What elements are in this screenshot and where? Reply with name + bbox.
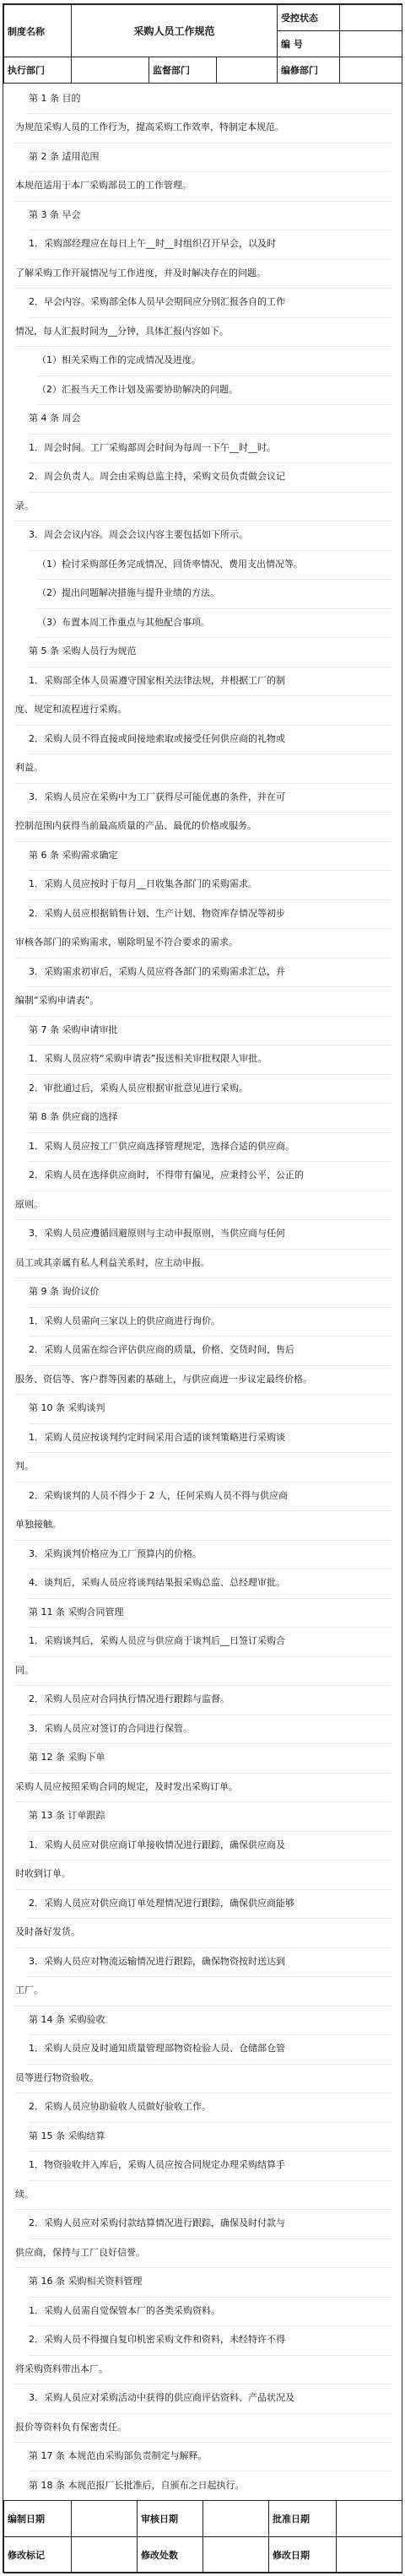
body-line: 3．采购需求初审后，采购人员应将各部门的采购需求汇总，并 — [29, 958, 392, 987]
body-line: 编制“采购申请表”。 — [15, 986, 392, 1016]
body-line: 续。 — [15, 2180, 392, 2210]
review-date-label: 审核日期 — [138, 2501, 203, 2537]
footer-table — [3, 2500, 402, 2573]
control-status-label: 受控状态 — [278, 5, 340, 31]
header-table — [3, 4, 402, 84]
body-line: 2．采购人员应对合同执行情况进行跟踪与监督。 — [29, 1685, 392, 1715]
body-line: 原则。 — [15, 1191, 392, 1220]
body-line: 2．早会内容。采购部全体人员早会期间应分别汇报各自的工作 — [29, 288, 392, 317]
body-line: 单独接触。 — [15, 1510, 392, 1540]
review-date-value — [203, 2501, 269, 2537]
body-line: 时收到订单。 — [15, 1860, 392, 1889]
body-line: 采购人员应按照采购合同的规定，及时发出采购订单。 — [15, 1773, 392, 1802]
body-line: 1．采购人员应按时于每月__日收集各部门的采购需求。 — [29, 870, 392, 899]
body-line: 第 13 条 订单跟踪 — [29, 1801, 392, 1831]
body-line: 3．采购人员应遵循回避原则与主动申报原则，当供应商与任何 — [29, 1219, 392, 1249]
body-line: （1）检讨采购部任务完成情况、回货率情况、费用支出情况等。 — [37, 550, 392, 580]
body-line: 报价等资料负有保密责任。 — [15, 2413, 392, 2443]
body-line: 第 17 条 本规范由采购部负责制定与解释。 — [29, 2442, 392, 2471]
body-line: 第 10 条 采购谈判 — [29, 1394, 392, 1423]
body-line: 录。 — [15, 492, 392, 521]
body-line: 3．采购人员应对签订的合同进行保管。 — [29, 1715, 392, 1744]
body-line: 2．周会负责人。周会由采购总监主持，采购文员负责做会议记 — [29, 462, 392, 492]
body-line: 了解采购工作开展情况与工作进度，并及时解决存在的问题。 — [15, 259, 392, 289]
body-line: 情况，每人汇报时间为__分钟，具体汇报内容如下。 — [15, 317, 392, 347]
body-line: 2．采购人员应根据销售计划、生产计划、物资库存情况等初步 — [29, 899, 392, 929]
body-line: 及时备好发货。 — [15, 1918, 392, 1947]
number-value — [340, 31, 402, 57]
body-line: 1．采购人员应将“采购申请表”报送相关审批权限人审批。 — [29, 1045, 392, 1074]
body-line: 控制范围内获得当前最高质量的产品、最优的价格或服务。 — [15, 812, 392, 841]
body-line: 1．采购谈判后，采购人员应与供应商于谈判后__日签订采购合 — [29, 1627, 392, 1656]
body-line: （2）提出问题解决措施与提升业绩的方法。 — [37, 579, 392, 608]
prepare-date-value — [72, 2501, 138, 2537]
body-line: 第 8 条 供应商的选择 — [29, 1103, 392, 1132]
revision-date-value — [337, 2537, 402, 2573]
exec-dept-label: 执行部门 — [4, 57, 72, 84]
body-line: 4．谈判后，采购人员应将谈判结果报采购总监、总经理审批。 — [29, 1569, 392, 1598]
body-line: 第 15 条 采购结算 — [29, 2122, 392, 2152]
body-line: 第 12 条 采购下单 — [29, 1743, 392, 1773]
body-line: 第 16 条 采购相关资料管理 — [29, 2267, 392, 2297]
revision-count-label: 修改处数 — [138, 2537, 203, 2573]
body-line: 度、规定和流程进行采购。 — [15, 695, 392, 725]
revision-mark-label: 修改标记 — [4, 2537, 72, 2573]
edit-dept-value — [340, 57, 402, 84]
revision-mark-value — [72, 2537, 138, 2573]
document-body — [3, 84, 402, 2501]
body-line: 工厂。 — [15, 1976, 392, 2006]
body-line: （2）汇报当天工作计划及需要协助解决的问题。 — [37, 375, 392, 405]
body-line: 3．采购人员应对物流运输情况进行跟踪，确保物资按时送达到 — [29, 1947, 392, 1977]
control-status-value — [340, 5, 402, 31]
body-line: 2．审批通过后，采购人员应根据审批意见进行采购。 — [29, 1074, 392, 1104]
revision-count-value — [203, 2537, 269, 2573]
revision-date-label: 修改日期 — [269, 2537, 337, 2573]
number-label: 编 号 — [278, 31, 340, 57]
body-line: 1．采购人员应对供应商订单接收情况进行跟踪，确保供应商及 — [29, 1831, 392, 1860]
body-line: 同。 — [15, 1656, 392, 1686]
body-line: 为规范采购人员的工作行为，提高采购工作效率，特制定本规范。 — [15, 113, 392, 143]
body-line: 2．采购人员不得直接或间接地索取或接受任何供应商的礼物或 — [29, 725, 392, 754]
body-line: 2．采购人员需在综合评估供应商的质量、价格、交货时间，售后 — [29, 1336, 392, 1365]
body-line: 员工或其亲属有私人利益关系时，应主动申报。 — [15, 1249, 392, 1278]
body-line: 2．采购人员应协助验收人员做好验收工作。 — [29, 2093, 392, 2122]
body-line: 1．采购人员应及时通知质量管理部物资检验人员、仓储部仓管 — [29, 2034, 392, 2064]
body-line: 2．采购人员应对采购付款结算情况进行跟踪，确保及时付款与 — [29, 2209, 392, 2238]
body-line: 1．采购部经理应在每日上午__时__时组织召开早会，以及时 — [29, 230, 392, 259]
body-line: 3．周会会议内容。周会会议内容主要包括如下所示。 — [29, 521, 392, 550]
body-line: 1．采购人员应按谈判约定时间采用合适的谈判策略进行采购谈 — [29, 1423, 392, 1453]
supervise-dept-value — [217, 57, 278, 84]
exec-dept-value — [72, 57, 149, 84]
body-line: 第 3 条 早会 — [29, 201, 392, 230]
body-line: 将采购资料带出本厂。 — [15, 2355, 392, 2384]
body-line: 员等进行物资验收。 — [15, 2064, 392, 2093]
supervise-dept-label: 监督部门 — [149, 57, 217, 84]
body-line: 1．采购人员应按工厂供应商选择管理规定，选择合适的供应商。 — [29, 1132, 392, 1162]
body-line: 服务、资信等、客户群等因素的基础上，与供应商进一步议定最终价格。 — [15, 1365, 392, 1395]
prepare-date-label: 编制日期 — [4, 2501, 72, 2537]
body-line: 1．采购人员需自觉保管本厂的各类采购资料。 — [29, 2297, 392, 2326]
body-line: 3．采购谈判价格应为工厂预算内的价格。 — [29, 1540, 392, 1569]
body-line: （3）布置本周工作重点与其他配合事项。 — [37, 608, 392, 638]
body-line: 本规范适用于本厂采购部员工的工作管理。 — [15, 171, 392, 201]
body-line: 2．采购人员应对供应商订单处理情况进行跟踪，确保供应商能够 — [29, 1889, 392, 1919]
body-line: 第 4 条 周会 — [29, 404, 392, 434]
body-line: 1．周会时间。工厂采购部周会时间为每周一下午__时__时。 — [29, 434, 392, 463]
body-line: 第 14 条 采购验收 — [29, 2006, 392, 2035]
body-line: 第 2 条 适用范围 — [29, 143, 392, 172]
body-line: 利益。 — [15, 753, 392, 783]
body-line: 2．采购谈判的人员不得少于 2 人，任何采购人员不得与供应商 — [29, 1482, 392, 1511]
body-line: 1．采购人员需向三家以上的供应商进行询价。 — [29, 1307, 392, 1337]
body-line: 第 6 条 采购需求确定 — [29, 841, 392, 871]
body-line: 3．采购人员应在采购中为工厂获得尽可能优惠的条件，并在可 — [29, 783, 392, 813]
body-line: 第 11 条 采购合同管理 — [29, 1598, 392, 1628]
body-line: 第 1 条 目的 — [29, 84, 392, 114]
document-page — [3, 3, 402, 2573]
system-name-label: 制度名称 — [4, 5, 72, 57]
body-line: 3．采购人员应对采购活动中获得的供应商评估资料、产品状况及 — [29, 2384, 392, 2413]
edit-dept-label: 编修部门 — [278, 57, 340, 84]
body-line: 第 18 条 本规范报厂长批准后，自颁布之日起执行。 — [29, 2471, 392, 2501]
approve-date-value — [337, 2501, 402, 2537]
body-line: 第 7 条 采购申请审批 — [29, 1016, 392, 1045]
body-line: 第 9 条 询价议价 — [29, 1277, 392, 1307]
body-line: 2．采购人员不得擅自复印机密采购文件和资料，未经特许不得 — [29, 2325, 392, 2355]
body-line: 1．采购部全体人员需遵守国家相关法律法规，并根据工厂的制 — [29, 667, 392, 696]
body-line: 判。 — [15, 1452, 392, 1482]
document-title: 采购人员工作规范 — [72, 5, 278, 57]
body-line: 审核各部门的采购需求，剔除明显不符合要求的需求。 — [15, 928, 392, 958]
body-line: 2．采购人员在选择供应商时，不得带有偏见，应秉持公平、公正的 — [29, 1161, 392, 1191]
body-line: 1．物资验收并入库后，采购人员应按合同规定办理采购结算手 — [29, 2151, 392, 2180]
approve-date-label: 批准日期 — [269, 2501, 337, 2537]
body-line: （1）相关采购工作的完成情况及进度。 — [37, 346, 392, 375]
body-line: 供应商，保持与工厂良好信誉。 — [15, 2238, 392, 2268]
body-line: 第 5 条 采购人员行为规范 — [29, 637, 392, 667]
